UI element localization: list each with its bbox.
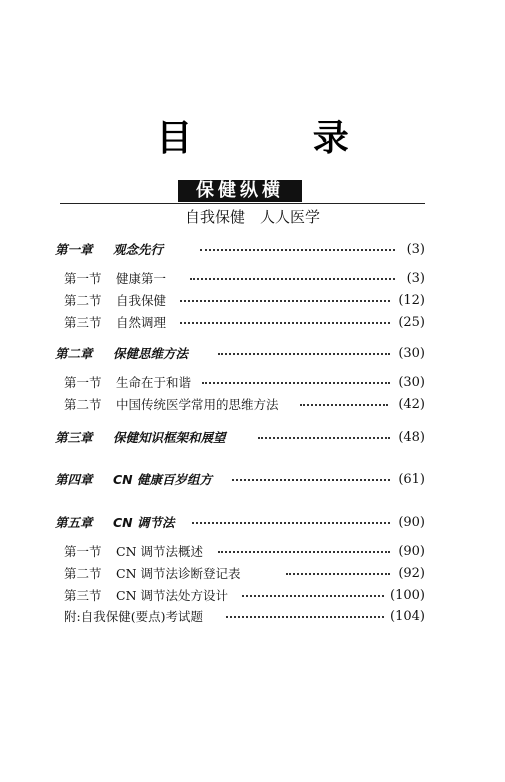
toc-entry-chapter-1[interactable] bbox=[0, 240, 505, 260]
section-number: 第三节 bbox=[64, 315, 102, 330]
leader-dots bbox=[202, 382, 390, 384]
leader-dots bbox=[218, 551, 390, 553]
chapter-number: 第四章 bbox=[55, 472, 93, 487]
page-number: (3) bbox=[406, 271, 425, 286]
toc-entry-section-2-1[interactable] bbox=[0, 373, 505, 393]
page-number: (48) bbox=[398, 430, 425, 445]
page-number: (90) bbox=[398, 515, 425, 530]
chapter-number: 第五章 bbox=[55, 515, 93, 530]
chapter-number: 第一章 bbox=[55, 242, 93, 257]
chapter-title: CN 调节法 bbox=[113, 515, 175, 530]
chapter-number: 第三章 bbox=[55, 430, 93, 445]
section-title: CN 调节法概述 bbox=[116, 544, 203, 559]
toc-entry-section-5-3[interactable] bbox=[0, 586, 505, 606]
toc-entry-appendix[interactable] bbox=[0, 607, 505, 627]
toc-entry-section-2-2[interactable] bbox=[0, 395, 505, 415]
section-number: 第三节 bbox=[64, 588, 102, 603]
page-number: (25) bbox=[398, 315, 425, 330]
page-number: (30) bbox=[398, 346, 425, 361]
chapter-title: 保健知识框架和展望 bbox=[113, 430, 226, 445]
section-title: CN 调节法诊断登记表 bbox=[116, 566, 241, 581]
page-number: (42) bbox=[398, 397, 425, 412]
appendix-title: 附:自我保健(要点)考试题 bbox=[64, 609, 203, 624]
toc-entry-section-1-1[interactable] bbox=[0, 269, 505, 289]
section-title: 生命在于和谐 bbox=[116, 375, 192, 390]
page-number: (104) bbox=[390, 609, 425, 624]
toc-entry-section-5-1[interactable] bbox=[0, 542, 505, 562]
leader-dots bbox=[190, 278, 395, 280]
leader-dots bbox=[286, 573, 390, 575]
toc-entry-section-5-2[interactable] bbox=[0, 564, 505, 584]
toc-entry-section-1-2[interactable] bbox=[0, 291, 505, 311]
leader-dots bbox=[200, 249, 395, 251]
page-number: (12) bbox=[398, 293, 425, 308]
leader-dots bbox=[180, 300, 390, 302]
leader-dots bbox=[180, 322, 390, 324]
banner-label: 保健纵横 bbox=[178, 180, 302, 202]
toc-entry-chapter-3[interactable] bbox=[0, 428, 505, 448]
toc-entry-chapter-4[interactable] bbox=[0, 470, 505, 490]
leader-dots bbox=[192, 522, 390, 524]
leader-dots bbox=[242, 595, 384, 597]
section-banner bbox=[60, 180, 425, 205]
page-number: (100) bbox=[390, 588, 425, 603]
section-title: 自我保健 bbox=[116, 293, 167, 308]
section-number: 第一节 bbox=[64, 375, 102, 390]
chapter-title: 观念先行 bbox=[113, 242, 164, 257]
toc-entry-section-1-3[interactable] bbox=[0, 313, 505, 333]
section-number: 第二节 bbox=[64, 397, 102, 412]
section-title: CN 调节法处方设计 bbox=[116, 588, 228, 603]
leader-dots bbox=[218, 353, 390, 355]
section-title: 健康第一 bbox=[116, 271, 167, 286]
chapter-title: 保健思维方法 bbox=[113, 346, 189, 361]
leader-dots bbox=[226, 616, 384, 618]
chapter-number: 第二章 bbox=[55, 346, 93, 361]
section-number: 第二节 bbox=[64, 293, 102, 308]
toc-entry-chapter-5[interactable] bbox=[0, 513, 505, 533]
page-number: (3) bbox=[406, 242, 425, 257]
leader-dots bbox=[258, 437, 390, 439]
section-title: 中国传统医学常用的思维方法 bbox=[116, 397, 279, 412]
page-number: (92) bbox=[398, 566, 425, 581]
section-number: 第二节 bbox=[64, 566, 102, 581]
leader-dots bbox=[232, 479, 390, 481]
leader-dots bbox=[300, 404, 388, 406]
page-number: (30) bbox=[398, 375, 425, 390]
chapter-title: CN 健康百岁组方 bbox=[113, 472, 212, 487]
section-number: 第一节 bbox=[64, 544, 102, 559]
toc-entry-chapter-2[interactable] bbox=[0, 344, 505, 364]
subtitle: 自我保健 人人医学 bbox=[184, 208, 320, 226]
page-number: (90) bbox=[398, 544, 425, 559]
section-title: 自然调理 bbox=[116, 315, 167, 330]
banner-rule bbox=[60, 203, 425, 204]
page-number: (61) bbox=[398, 472, 425, 487]
page-title: 目 录 bbox=[156, 118, 403, 159]
section-number: 第一节 bbox=[64, 271, 102, 286]
